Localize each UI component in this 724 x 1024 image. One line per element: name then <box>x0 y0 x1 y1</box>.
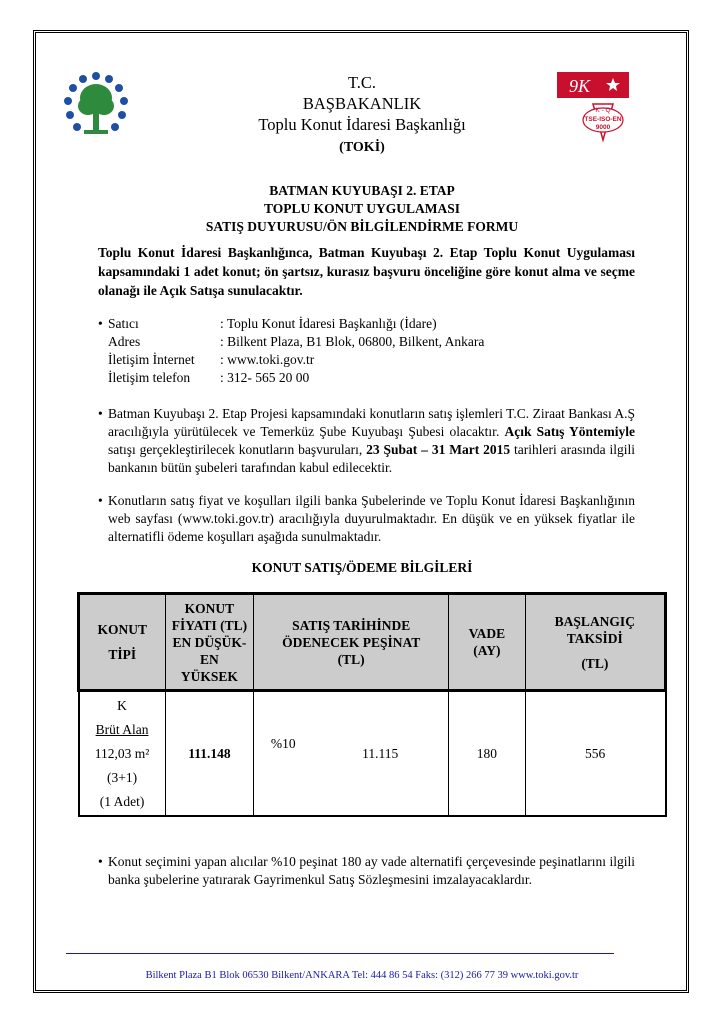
title-line-3: SATIŞ DUYURUSU/ÖN BİLGİLENDİRME FORMU <box>205 219 519 234</box>
cell-downpayment <box>254 691 449 817</box>
bullet: • <box>98 406 103 421</box>
seller-info <box>98 315 638 387</box>
info-value: : www.toki.gov.tr <box>220 352 315 367</box>
info-label: İletişim İnternet <box>108 352 195 367</box>
sales-process-paragraph: • Batman Kuyubaşı 2. Etap Projesi kapsamındaki konutların satış işlemleri T.C. Ziraat Bankası A.Ş aracılığıyla yürütülecek ve Temerküz Şube Kuyubaşı Şubesi olacaktır. Açık Satış Yöntemiyle satışı gerçekleştirilecek konutların başvuruları, 23 Şubat – 31 Mart 2015 tarihleri arasında ilgili bankanın bütün şubeleri tarafından kabul edilecektir. <box>98 406 636 475</box>
cell-type: K Brüt Alan 112,03 m² (3+1) (1 Adet) <box>79 691 166 817</box>
footer-contact: Bilkent Plaza B1 Blok 06530 Bilkent/ANKARA Tel: 444 86 54 Faks: (312) 266 77 39 www.toki.gov.tr <box>145 970 579 981</box>
header-line-ministry: BAŞBAKANLIK <box>302 94 422 113</box>
table-row <box>79 691 666 817</box>
payment-table <box>77 592 667 817</box>
downpayment-pct: %10 <box>270 735 296 751</box>
intro-paragraph: Toplu Konut İdaresi Başkanlığınca, Batman Kuyubaşı 2. Etap Toplu Konut Uygulaması kapsamındaki 1 adet konut; ön şartsız, kurasız başvuru önceliğine göre konut alma ve seçme olanağı ile Açık Satışa sunulacaktır. <box>98 245 635 298</box>
svg-text:9000: 9000 <box>595 124 611 131</box>
info-row <box>98 369 638 387</box>
title-line-2: TOPLU KONUT UYGULAMASI <box>263 201 461 216</box>
bullet: • <box>98 493 103 508</box>
col-header-installment: BAŞLANGIÇ TAKSİDİ (TL) <box>525 594 665 691</box>
info-label: Adres <box>108 334 141 349</box>
svg-text:K - Q: K - Q <box>595 107 611 114</box>
section-title: KONUT SATIŞ/ÖDEME BİLGİLERİ <box>251 560 473 575</box>
info-row <box>98 333 638 351</box>
info-label: Satıcı <box>108 316 139 331</box>
svg-text:TSE-ISO-EN: TSE-ISO-EN <box>584 116 622 123</box>
info-value: : Toplu Konut İdaresi Başkanlığı (İdare) <box>220 316 437 331</box>
col-header-type: KONUT TİPİ <box>79 594 166 691</box>
cell-installment: 556 <box>525 691 665 817</box>
org-header <box>0 72 724 135</box>
title-line-1: BATMAN KUYUBAŞI 2. ETAP <box>269 183 455 198</box>
col-header-price: KONUT FİYATI (TL) EN DÜŞÜK- EN YÜKSEK <box>165 594 254 691</box>
bullet: • <box>98 316 103 331</box>
downpayment-amount: 11.115 <box>362 745 399 761</box>
info-value: : Bilkent Plaza, B1 Blok, 06800, Bilkent, Ankara <box>220 334 485 349</box>
col-header-downpayment: SATIŞ TARİHİNDE ÖDENECEK PEŞİNAT (TL) <box>254 594 449 691</box>
header-line-tc: T.C. <box>347 73 377 92</box>
price-info-paragraph: • Konutların satış fiyat ve koşulları ilgili banka Şubelerinde ve Toplu Konut İdaresi Başkanlığının web sayfası (www.toki.gov.tr) aracılığıyla duyurulmaktadır. En düşük ve en yüksek fiyatlar ile alternatifli ödeme koşulları aşağıda sunulmaktadır. <box>98 493 635 544</box>
bullet: • <box>98 854 103 869</box>
info-value: : 312- 565 20 00 <box>220 370 310 385</box>
footer-divider <box>66 953 614 954</box>
cell-term: 180 <box>449 691 526 817</box>
info-row <box>98 315 638 333</box>
header-abbr: (TOKİ) <box>339 140 385 155</box>
cell-price: 111.148 <box>165 691 254 817</box>
col-header-term: VADE (AY) <box>449 594 526 691</box>
info-label: İletişim telefon <box>108 370 191 385</box>
logo-mark-text: 9K <box>569 76 591 96</box>
closing-paragraph: • Konut seçimini yapan alıcılar %10 peşinat 180 ay vade alternatifi çerçevesinde peşinatlarını ilgili banka şubelerine yatırarak Gayrimenkul Satış Sözleşmesini imzalayacaklardır. <box>98 854 635 887</box>
header-line-agency: Toplu Konut İdaresi Başkanlığı <box>258 115 466 134</box>
table-header-row <box>79 594 666 691</box>
document-title <box>0 182 724 236</box>
info-row <box>98 351 638 369</box>
